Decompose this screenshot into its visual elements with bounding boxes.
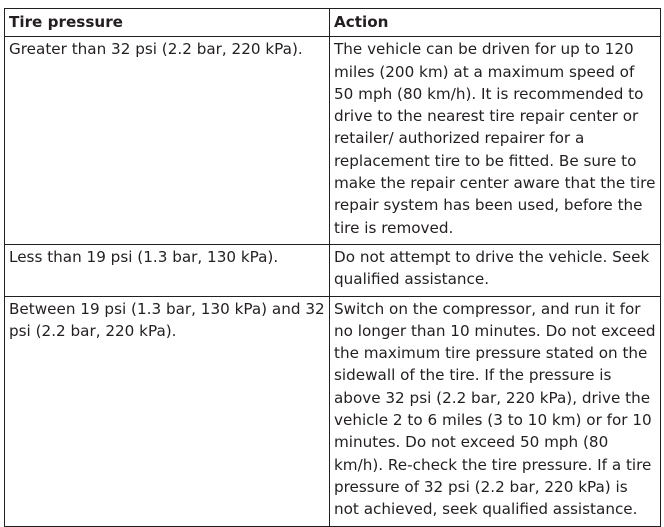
header-tire-pressure: Tire pressure bbox=[5, 9, 330, 37]
cell-action: Do not attempt to drive the vehicle. Seek qualified assistance. bbox=[330, 244, 661, 296]
table-row bbox=[5, 296, 661, 526]
cell-tire-pressure: Between 19 psi (1.3 bar, 130 kPa) and 32 psi (2.2 bar, 220 kPa). bbox=[5, 296, 330, 526]
table-row bbox=[5, 244, 661, 296]
cell-action: Switch on the compressor, and run it for no longer than 10 minutes. Do not exceed the maximum tire pressure stated on the sidewall of the tire. If the pressure is above 32 psi (2.2 bar, 220 kPa), drive the vehicle 2 to 6 miles (3 to 10 km) or for 10 minutes. Do not exceed 50 mph (80 km/h). Re-check the tire pressure. If a tire pressure of 32 psi (2.2 bar, 220 kPa) is not achieved, seek qualified assistance. bbox=[330, 296, 661, 526]
header-action: Action bbox=[330, 9, 661, 37]
table-row bbox=[5, 37, 661, 245]
table-header-row bbox=[5, 9, 661, 37]
cell-tire-pressure: Less than 19 psi (1.3 bar, 130 kPa). bbox=[5, 244, 330, 296]
cell-tire-pressure: Greater than 32 psi (2.2 bar, 220 kPa). bbox=[5, 37, 330, 245]
tire-pressure-table bbox=[4, 8, 661, 527]
cell-action: The vehicle can be driven for up to 120 miles (200 km) at a maximum speed of 50 mph (80 km/h). It is recommended to drive to the nearest tire repair center or retailer/ authorized repairer for a replacement tire to be fitted. Be sure to make the repair center aware that the tire repair system has been used, before the tire is removed. bbox=[330, 37, 661, 245]
